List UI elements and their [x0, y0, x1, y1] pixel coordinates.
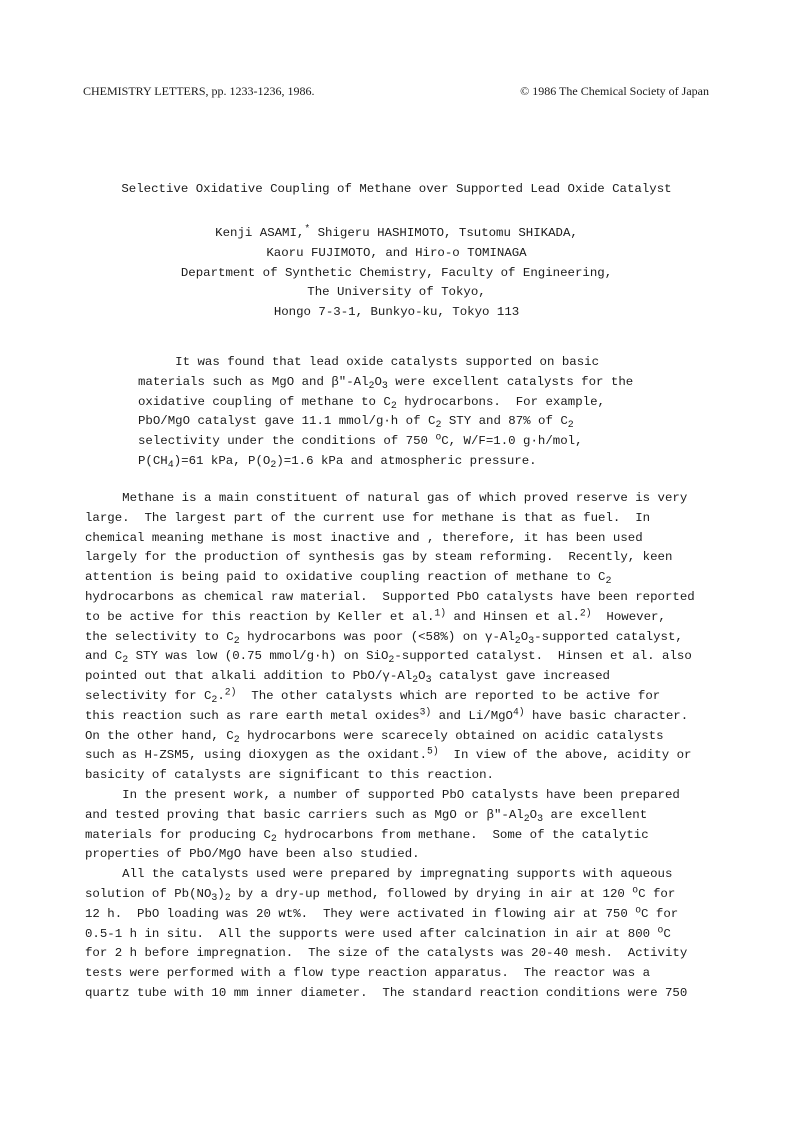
body-line: hydrocarbons as chemical raw material. Supported PbO catalysts have been reported	[85, 589, 695, 604]
abstract-line: selectivity under the conditions of 750 $^o$C, W/F=1.0 g·h/mol,	[138, 431, 583, 449]
address-line: Hongo 7-3-1, Bunkyo-ku, Tokyo 113	[273, 305, 520, 320]
body-line: and tested proving that basic carriers such as MgO or $\beta"-Al_2O_3$ are excellent	[85, 807, 648, 824]
body-line: Methane is a main constituent of natural gas of which proved reserve is very	[85, 491, 688, 505]
affiliation-line: Department of Synthetic Chemistry, Faculty of Engineering,	[180, 265, 613, 280]
body-line: properties of PbO/MgO have been also studied.	[85, 847, 420, 862]
body-line: and $C_2$ STY was low (0.75 mmol/g·h) on SiO$_2$-supported catalyst. Hinsen et al. also	[85, 649, 692, 666]
body-line: 0.5-1 h in situ. All the supports were used after calcination in air at 800 $^o$C	[85, 924, 671, 941]
body-line: attention is being paid to oxidative coupling reaction of methane to $C_2$	[85, 570, 612, 587]
body-line: 12 h. PbO loading was 20 wt%. They were activated in flowing air at 750 $^o$C for	[85, 904, 679, 921]
body-line: chemical meaning methane is most inactive and , therefore, it has been used	[85, 530, 643, 545]
journal-citation: CHEMISTRY LETTERS, pp. 1233-1236, 1986.	[83, 84, 315, 98]
abstract-line: oxidative coupling of methane to $C_2$ hydrocarbons. For example,	[138, 394, 605, 411]
body-line: to be active for this reaction by Keller et al.$^{1)}$ and Hinsen et al.$^{2)}$ However,	[85, 607, 666, 624]
running-header	[83, 84, 709, 100]
body-line: quartz tube with 10 mm inner diameter. The standard reaction conditions were 750	[85, 985, 688, 1000]
body-line: pointed out that alkali addition to PbO/$\gamma-Al_2O_3$ catalyst gave increased	[85, 669, 610, 686]
author-block	[0, 224, 793, 323]
abstract-line: PbO/MgO catalyst gave 11.1 mmol/g·h of $C_2$ STY and 87% of $C_2$	[138, 414, 574, 431]
body-line: solution of $Pb(NO_3)_2$ by a dry-up method, followed by drying in air at 120 $^o$C for	[85, 884, 676, 903]
abstract	[138, 353, 658, 472]
copyright-notice: © 1986 The Chemical Society of Japan	[520, 84, 709, 98]
body-line: basicity of catalysts are significant to this reaction.	[85, 768, 494, 783]
affiliation-line: The University of Tokyo,	[307, 285, 486, 300]
body-line: the selectivity to $C_2$ hydrocarbons was poor (<58%) on $\gamma-Al_2O_3$-supported catalyst,	[85, 629, 683, 646]
paper-title: Selective Oxidative Coupling of Methane over Supported Lead Oxide Catalyst	[121, 182, 672, 196]
body-line: materials for producing $C_2$ hydrocarbons from methane. Some of the catalytic	[85, 827, 649, 844]
body-line: selectivity for $C_2.^{2)}$ The other catalysts which are reported to be active for	[85, 686, 661, 705]
abstract-line: materials such as MgO and $\beta"-Al_2O_3$ were excellent catalysts for the	[138, 374, 634, 391]
body-line: On the other hand, $C_2$ hydrocarbons were scarecely obtained on acidic catalysts	[85, 728, 664, 745]
body-line: In the present work, a number of supported PbO catalysts have been prepared	[85, 787, 680, 802]
body-line: large. The largest part of the current use for methane is that as fuel. In	[85, 510, 651, 525]
body-line: such as H-ZSM5, using dioxygen as the oxidant.$^{5)}$ In view of the above, acidity or	[85, 746, 692, 763]
body-line: tests were performed with a flow type reaction apparatus. The reactor was a	[85, 966, 651, 981]
body-line: All the catalysts used were prepared by impregnating supports with aqueous	[85, 867, 673, 882]
body-text	[85, 489, 710, 1004]
body-line: for 2 h before impregnation. The size of the catalysts was 20-40 mesh. Activity	[85, 946, 688, 961]
author-line: Kenji ASAMI,* Shigeru HASHIMOTO, Tsutomu SHIKADA,	[215, 223, 578, 240]
body-line: largely for the production of synthesis gas by steam reforming. Recently, keen	[85, 550, 673, 565]
abstract-line: $P(CH_4)=61$ kPa, $P(O_2)=1.6$ kPa and atmospheric pressure.	[138, 453, 537, 470]
author-line: Kaoru FUJIMOTO, and Hiro-o TOMINAGA	[266, 245, 527, 260]
body-line: this reaction such as rare earth metal oxides$^{3)}$ and Li/MgO$^{4)}$ have basic character.	[85, 706, 689, 723]
abstract-line: It was found that lead oxide catalysts supported on basic	[138, 355, 600, 369]
